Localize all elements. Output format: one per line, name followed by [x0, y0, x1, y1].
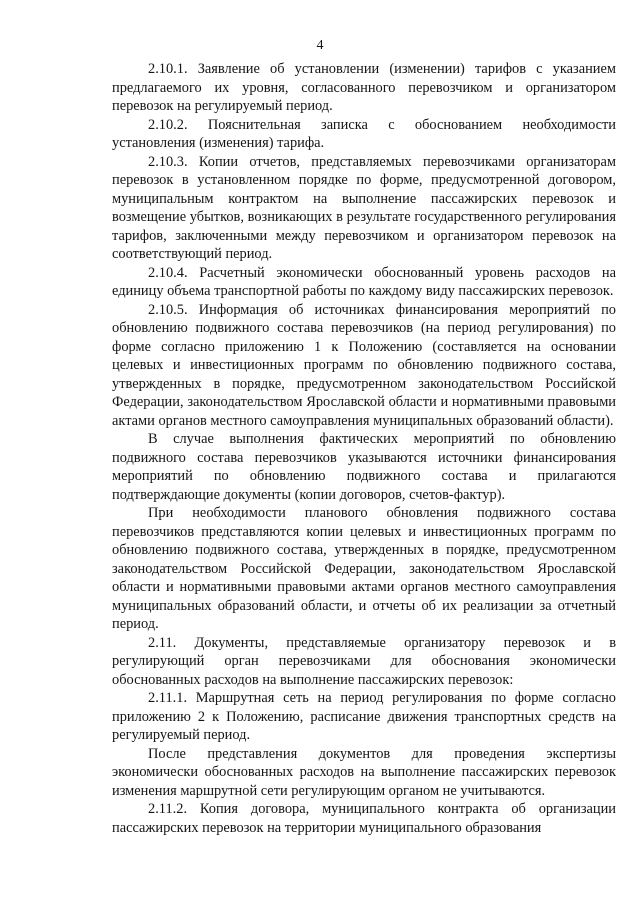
- paragraph-2-10-1: 2.10.1. Заявление об установлении (изменении) тарифов с указанием предлагаемого их уровня, согласованного перевозчиком и организатором перевозок на регулируемый период.: [112, 61, 616, 114]
- paragraph-actual-measures: В случае выполнения фактических мероприятий по обновлению подвижного состава перевозчиков указываются источники финансирования мероприятий по обновлению подвижного состава и прилагаются подтверждающие документы (копии договоров, счетов-фактур).: [112, 431, 616, 503]
- paragraph-2-11-1: 2.11.1. Маршрутная сеть на период регулирования по форме согласно приложению 2 к Положению, расписание движения транспортных средств на регулируемый период.: [112, 690, 616, 743]
- paragraph-2-11-2: 2.11.2. Копия договора, муниципального контракта об организации пассажирских перевозок на территории муниципального образования: [112, 801, 616, 836]
- paragraph-2-10-4: 2.10.4. Расчетный экономически обоснованный уровень расходов на единицу объема транспортной работы по каждому виду пассажирских перевозок.: [112, 264, 616, 299]
- paragraph-2-10-3: 2.10.3. Копии отчетов, представляемых перевозчиками организаторам перевозок в установленном порядке по форме, предусмотренной договором, муниципальным контрактом на выполнение пассажирских перевозок и возмещение убытков, возникающих в результате государственного регулирования тарифов, заключенными между перевозчиком и организатором перевозок на соответствующий период.: [112, 153, 616, 262]
- paragraph-2-10-5: 2.10.5. Информация об источниках финансирования мероприятий по обновлению подвижного состава перевозчиков (на период регулирования) по форме согласно приложению 1 к Положению (составляется на основании целевых и инвестиционных программ по обновлению подвижного состава, утвержденных в порядке, предусмотренном законодательством Российской Федерации, законодательством Ярославской области и нормативными правовыми актами органов местного самоуправления муниципальных образований области).: [112, 301, 616, 429]
- paragraph-2-11: 2.11. Документы, представляемые организатору перевозок и в регулирующий орган перевозчиками для обоснования экономически обоснованных расходов на выполнение пассажирских перевозок:: [112, 634, 616, 688]
- paragraph-2-10-2: 2.10.2. Пояснительная записка с обоснованием необходимости установления (изменения) тарифа.: [112, 116, 616, 151]
- document-body: [112, 60, 616, 837]
- paragraph-planned-renewal: При необходимости планового обновления подвижного состава перевозчиков представляются копии целевых и инвестиционных программ по обновлению подвижного состава, утвержденных в порядке, предусмотренном законодательством Российской Федерации, законодательством Ярославской области и нормативными правовыми актами органов местного самоуправления муниципальных образований области, и отчеты об их реализации за отчетный период.: [112, 505, 616, 632]
- page-number: 4: [316, 38, 324, 53]
- paragraph-route-network-note: После представления документов для проведения экспертизы экономически обоснованных расходов на выполнение пассажирских перевозок изменения маршрутной сети регулирующим органом не учитываются.: [112, 745, 616, 799]
